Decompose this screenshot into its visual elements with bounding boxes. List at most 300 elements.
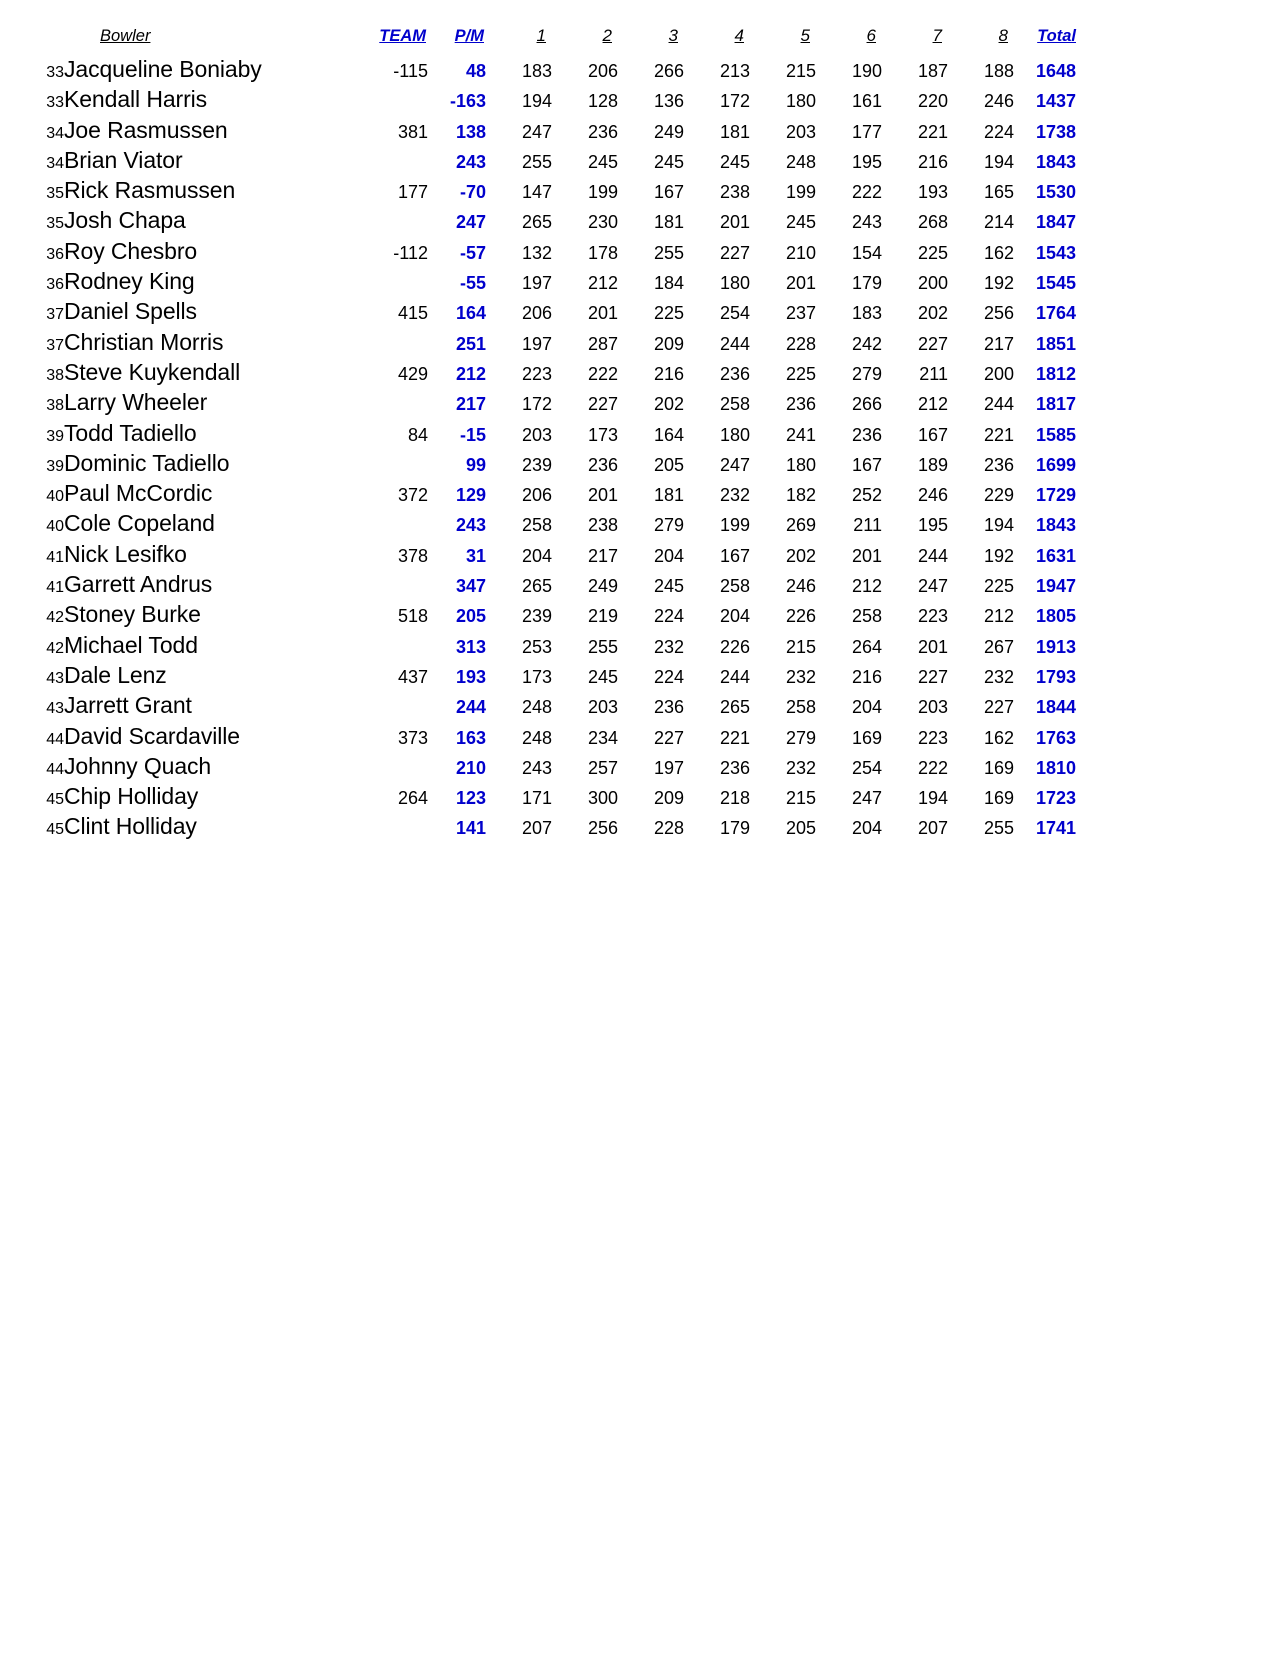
row-rank: 36	[46, 276, 64, 294]
row-plus-minus: 129	[455, 485, 486, 506]
row-bowler-name: David Scardaville	[64, 722, 240, 749]
row-total: 1585	[1035, 424, 1076, 445]
row-game-2: 255	[587, 636, 618, 657]
row-game-8: 227	[983, 697, 1014, 718]
table-row	[30, 207, 1076, 237]
row-bowler-name: Kendall Harris	[64, 86, 208, 113]
row-game-2: 217	[587, 545, 618, 566]
row-game-7: 201	[917, 636, 948, 657]
table-row	[30, 692, 1076, 722]
row-plus-minus: 138	[455, 121, 486, 142]
row-game-3: 164	[653, 424, 684, 445]
row-plus-minus: 163	[455, 727, 486, 748]
row-bowler-name: Stoney Burke	[64, 601, 201, 628]
row-total: 1764	[1035, 303, 1076, 324]
row-game-2: 234	[587, 727, 618, 748]
row-game-4: 181	[719, 121, 750, 142]
row-game-8: 244	[983, 394, 1014, 415]
row-game-2: 230	[587, 212, 618, 233]
row-game-1: 147	[521, 182, 552, 203]
table-row	[30, 329, 1076, 359]
row-bowler-name: Joe Rasmussen	[64, 116, 228, 143]
row-game-2: 245	[587, 151, 618, 172]
row-total: 1530	[1035, 182, 1076, 203]
row-team-score: 518	[397, 606, 428, 627]
row-game-6: 254	[851, 757, 882, 778]
row-game-8: 246	[983, 91, 1014, 112]
row-game-5: 232	[785, 757, 816, 778]
row-plus-minus: 212	[455, 363, 486, 384]
row-bowler-name: Brian Viator	[64, 146, 183, 173]
row-game-1: 255	[521, 151, 552, 172]
table-row	[30, 480, 1076, 510]
row-game-6: 258	[851, 606, 882, 627]
row-total: 1437	[1035, 91, 1076, 112]
row-game-6: 201	[851, 545, 882, 566]
row-game-7: 247	[917, 576, 948, 597]
row-team-score	[336, 813, 428, 843]
row-plus-minus: 217	[455, 394, 486, 415]
row-game-5: 269	[785, 515, 816, 536]
row-game-6: 266	[851, 394, 882, 415]
row-game-6: 167	[851, 454, 882, 475]
row-rank: 37	[46, 306, 64, 324]
row-rank: 39	[46, 457, 64, 475]
column-header-game-3: 3	[668, 26, 678, 45]
column-header-bowler: Bowler	[100, 27, 151, 45]
row-game-2: 206	[587, 61, 618, 81]
row-game-4: 265	[719, 697, 750, 718]
row-game-3: 181	[653, 485, 684, 506]
row-game-3: 245	[653, 576, 684, 597]
row-game-2: 199	[587, 182, 618, 203]
row-game-5: 180	[785, 91, 816, 112]
row-rank: 44	[46, 760, 64, 778]
row-game-3: 228	[653, 818, 684, 839]
row-team-score	[336, 389, 428, 419]
row-game-2: 173	[587, 424, 618, 445]
row-game-1: 197	[521, 273, 552, 294]
row-rank: 34	[46, 124, 64, 142]
row-game-7: 187	[917, 61, 948, 81]
row-game-5: 248	[785, 151, 816, 172]
row-game-5: 245	[785, 212, 816, 233]
row-game-3: 245	[653, 151, 684, 172]
row-game-5: 226	[785, 606, 816, 627]
row-game-8: 214	[983, 212, 1014, 233]
row-game-6: 236	[851, 424, 882, 445]
table-row	[30, 147, 1076, 177]
row-team-score: 264	[397, 788, 428, 809]
row-game-7: 223	[917, 727, 948, 748]
row-game-4: 247	[719, 454, 750, 475]
row-game-2: 128	[587, 91, 618, 112]
row-game-7: 246	[917, 485, 948, 506]
row-game-8: 192	[983, 273, 1014, 294]
row-game-6: 216	[851, 666, 882, 687]
row-game-1: 197	[521, 333, 552, 354]
row-game-2: 287	[587, 333, 618, 354]
row-game-5: 236	[785, 394, 816, 415]
row-bowler-name: Johnny Quach	[64, 752, 212, 779]
row-game-4: 244	[719, 666, 750, 687]
row-team-score: 437	[397, 666, 428, 687]
row-game-5: 205	[785, 818, 816, 839]
row-game-3: 232	[653, 636, 684, 657]
row-game-8: 162	[983, 727, 1014, 748]
row-game-3: 209	[653, 333, 684, 354]
row-plus-minus: 313	[455, 636, 486, 657]
table-row	[30, 389, 1076, 419]
row-game-4: 167	[719, 545, 750, 566]
row-game-5: 232	[785, 666, 816, 687]
row-game-6: 247	[851, 788, 882, 809]
row-rank: 43	[46, 669, 64, 687]
row-game-3: 279	[653, 515, 684, 536]
row-total: 1738	[1035, 121, 1076, 142]
row-game-1: 203	[521, 424, 552, 445]
row-game-5: 241	[785, 424, 816, 445]
row-bowler-name: Nick Lesifko	[64, 540, 187, 567]
row-game-3: 184	[653, 273, 684, 294]
row-bowler-name: Roy Chesbro	[64, 237, 198, 264]
row-game-1: 258	[521, 515, 552, 536]
row-game-3: 197	[653, 757, 684, 778]
row-team-score: 84	[407, 424, 428, 445]
row-plus-minus: 193	[455, 666, 486, 687]
row-game-3: 202	[653, 394, 684, 415]
row-total: 1913	[1035, 636, 1076, 657]
row-game-7: 207	[917, 818, 948, 839]
row-game-5: 180	[785, 454, 816, 475]
row-team-score: 378	[397, 545, 428, 566]
row-bowler-name: Daniel Spells	[64, 298, 197, 325]
row-plus-minus: 243	[455, 151, 486, 172]
row-game-8: 225	[983, 576, 1014, 597]
row-game-2: 212	[587, 273, 618, 294]
row-rank: 42	[46, 609, 64, 627]
row-game-3: 205	[653, 454, 684, 475]
row-game-3: 209	[653, 788, 684, 809]
row-team-score: -115	[393, 61, 428, 81]
column-header-game-1: 1	[536, 26, 546, 45]
row-plus-minus: 31	[465, 545, 486, 566]
row-game-6: 242	[851, 333, 882, 354]
column-header-game-6: 6	[866, 26, 876, 45]
row-game-4: 199	[719, 515, 750, 536]
row-rank: 45	[46, 821, 64, 839]
row-game-2: 238	[587, 515, 618, 536]
table-row	[30, 420, 1076, 450]
row-game-3: 204	[653, 545, 684, 566]
row-total: 1729	[1035, 485, 1076, 506]
row-game-7: 268	[917, 212, 948, 233]
row-plus-minus: -57	[459, 242, 486, 263]
row-total: 1843	[1035, 515, 1076, 536]
row-total: 1793	[1035, 666, 1076, 687]
row-game-1: 223	[521, 363, 552, 384]
row-game-8: 256	[983, 303, 1014, 324]
row-game-2: 257	[587, 757, 618, 778]
row-game-7: 193	[917, 182, 948, 203]
row-game-2: 236	[587, 121, 618, 142]
row-total: 1648	[1035, 61, 1076, 81]
row-total: 1847	[1035, 212, 1076, 233]
row-bowler-name: Rodney King	[64, 268, 195, 295]
row-game-5: 182	[785, 485, 816, 506]
row-game-7: 195	[917, 515, 948, 536]
row-total: 1631	[1035, 545, 1076, 566]
header-row	[30, 26, 1076, 56]
row-game-7: 227	[917, 666, 948, 687]
row-rank: 42	[46, 639, 64, 657]
row-game-4: 232	[719, 485, 750, 506]
row-plus-minus: 123	[455, 788, 486, 809]
row-total: 1810	[1035, 757, 1076, 778]
row-bowler-name: Garrett Andrus	[64, 571, 213, 598]
row-bowler-name: Steve Kuykendall	[64, 358, 241, 385]
row-bowler-name: Josh Chapa	[64, 207, 186, 234]
column-header-game-5: 5	[800, 26, 810, 45]
row-game-4: 179	[719, 818, 750, 839]
row-team-score	[336, 692, 428, 722]
row-plus-minus: 164	[455, 303, 486, 324]
row-game-3: 227	[653, 727, 684, 748]
row-game-8: 188	[983, 61, 1014, 81]
row-game-7: 212	[917, 394, 948, 415]
row-game-3: 225	[653, 303, 684, 324]
row-team-score	[336, 147, 428, 177]
table-row	[30, 268, 1076, 298]
row-bowler-name: Jacqueline Boniaby	[64, 56, 262, 82]
row-game-2: 219	[587, 606, 618, 627]
row-bowler-name: Paul McCordic	[64, 480, 213, 507]
row-game-1: 265	[521, 212, 552, 233]
row-plus-minus: -55	[459, 273, 486, 294]
table-row	[30, 510, 1076, 540]
row-game-1: 171	[521, 788, 552, 809]
row-rank: 41	[46, 548, 64, 566]
row-game-8: 217	[983, 333, 1014, 354]
row-game-8: 169	[983, 788, 1014, 809]
row-game-1: 265	[521, 576, 552, 597]
row-game-1: 206	[521, 303, 552, 324]
row-total: 1851	[1035, 333, 1076, 354]
row-game-7: 221	[917, 121, 948, 142]
row-game-1: 247	[521, 121, 552, 142]
column-header-game-2: 2	[602, 26, 612, 45]
row-team-score	[336, 207, 428, 237]
row-plus-minus: 243	[455, 515, 486, 536]
row-game-7: 222	[917, 757, 948, 778]
row-game-8: 236	[983, 454, 1014, 475]
row-bowler-name: Larry Wheeler	[64, 389, 208, 416]
row-game-2: 203	[587, 697, 618, 718]
row-total: 1723	[1035, 788, 1076, 809]
row-game-2: 236	[587, 454, 618, 475]
row-game-4: 236	[719, 363, 750, 384]
row-game-7: 202	[917, 303, 948, 324]
row-game-6: 190	[851, 61, 882, 81]
table-row	[30, 450, 1076, 480]
row-game-8: 192	[983, 545, 1014, 566]
row-game-4: 245	[719, 151, 750, 172]
row-plus-minus: 48	[465, 61, 486, 81]
row-game-8: 232	[983, 666, 1014, 687]
row-game-3: 224	[653, 606, 684, 627]
row-game-4: 201	[719, 212, 750, 233]
row-game-3: 216	[653, 363, 684, 384]
row-team-score	[336, 329, 428, 359]
row-game-6: 179	[851, 273, 882, 294]
row-rank: 44	[46, 730, 64, 748]
table-row	[30, 753, 1076, 783]
row-game-7: 211	[919, 363, 948, 384]
row-game-1: 194	[521, 91, 552, 112]
row-game-3: 181	[653, 212, 684, 233]
row-total: 1763	[1035, 727, 1076, 748]
row-plus-minus: -70	[459, 182, 486, 203]
row-game-8: 255	[983, 818, 1014, 839]
row-team-score	[336, 86, 428, 116]
row-rank: 40	[46, 488, 64, 506]
row-game-7: 200	[917, 273, 948, 294]
row-game-6: 183	[851, 303, 882, 324]
row-bowler-name: Dale Lenz	[64, 661, 167, 688]
row-rank: 37	[46, 336, 64, 354]
column-header-game-7: 7	[932, 26, 942, 45]
row-game-8: 229	[983, 485, 1014, 506]
row-game-8: 165	[983, 182, 1014, 203]
row-game-2: 300	[587, 788, 618, 809]
row-plus-minus: -163	[449, 91, 486, 112]
row-game-4: 227	[719, 242, 750, 263]
row-game-3: 255	[653, 242, 684, 263]
row-rank: 38	[46, 397, 64, 415]
row-bowler-name: Clint Holliday	[64, 813, 197, 840]
row-team-score	[336, 571, 428, 601]
row-game-8: 212	[983, 606, 1014, 627]
table-body	[30, 56, 1076, 844]
row-game-6: 204	[851, 818, 882, 839]
row-game-5: 210	[785, 242, 816, 263]
bowler-scores-table	[30, 26, 1076, 844]
row-bowler-name: Rick Rasmussen	[64, 177, 236, 204]
row-game-2: 249	[587, 576, 618, 597]
row-game-1: 204	[521, 545, 552, 566]
row-game-4: 236	[719, 757, 750, 778]
table-row	[30, 238, 1076, 268]
row-game-8: 169	[983, 757, 1014, 778]
row-rank: 38	[46, 366, 64, 384]
row-game-4: 226	[719, 636, 750, 657]
table-row	[30, 632, 1076, 662]
row-bowler-name: Todd Tadiello	[64, 419, 197, 446]
row-plus-minus: 244	[455, 697, 486, 718]
row-game-5: 215	[785, 61, 816, 81]
row-game-8: 267	[983, 636, 1014, 657]
table-row	[30, 662, 1076, 692]
row-game-2: 222	[587, 363, 618, 384]
row-game-2: 178	[587, 242, 618, 263]
row-game-4: 180	[719, 273, 750, 294]
row-game-1: 207	[521, 818, 552, 839]
row-game-5: 237	[785, 303, 816, 324]
row-game-8: 224	[983, 121, 1014, 142]
row-game-4: 258	[719, 394, 750, 415]
table-row	[30, 177, 1076, 207]
row-bowler-name: Cole Copeland	[64, 510, 215, 537]
row-game-8: 194	[983, 515, 1014, 536]
column-header-team: TEAM	[379, 27, 426, 45]
row-plus-minus: -15	[459, 424, 486, 445]
row-game-7: 194	[917, 788, 948, 809]
row-rank: 39	[46, 427, 64, 445]
row-team-score: 415	[397, 303, 428, 324]
row-game-7: 216	[917, 151, 948, 172]
table-row	[30, 56, 1076, 86]
table-row	[30, 723, 1076, 753]
row-game-1: 132	[521, 242, 552, 263]
column-header-rank	[30, 26, 64, 56]
row-team-score	[336, 753, 428, 783]
row-team-score	[336, 510, 428, 540]
row-game-7: 220	[917, 91, 948, 112]
row-rank: 36	[46, 245, 64, 263]
row-game-6: 169	[851, 727, 882, 748]
row-game-3: 249	[653, 121, 684, 142]
row-game-5: 199	[785, 182, 816, 203]
row-game-5: 258	[785, 697, 816, 718]
row-game-5: 279	[785, 727, 816, 748]
row-rank: 45	[46, 791, 64, 809]
row-bowler-name: Jarrett Grant	[64, 692, 192, 719]
row-rank: 33	[46, 64, 64, 81]
row-game-2: 201	[587, 485, 618, 506]
row-game-4: 218	[719, 788, 750, 809]
row-rank: 41	[46, 579, 64, 597]
table-row	[30, 541, 1076, 571]
row-game-8: 221	[983, 424, 1014, 445]
row-total: 1947	[1035, 576, 1076, 597]
row-total: 1543	[1035, 242, 1076, 263]
row-plus-minus: 347	[455, 576, 486, 597]
row-game-4: 238	[719, 182, 750, 203]
row-plus-minus: 210	[455, 757, 486, 778]
row-game-6: 243	[851, 212, 882, 233]
row-game-3: 236	[653, 697, 684, 718]
row-game-7: 223	[917, 606, 948, 627]
row-total: 1699	[1035, 454, 1076, 475]
row-game-1: 239	[521, 454, 552, 475]
row-game-5: 225	[785, 363, 816, 384]
row-bowler-name: Michael Todd	[64, 631, 198, 658]
row-total: 1843	[1035, 151, 1076, 172]
row-game-1: 172	[521, 394, 552, 415]
row-game-3: 224	[653, 666, 684, 687]
row-game-4: 258	[719, 576, 750, 597]
row-game-8: 194	[983, 151, 1014, 172]
row-game-3: 136	[653, 91, 684, 112]
row-total: 1805	[1035, 606, 1076, 627]
row-game-4: 244	[719, 333, 750, 354]
row-game-1: 253	[521, 636, 552, 657]
row-game-6: 195	[851, 151, 882, 172]
row-team-score: 373	[397, 727, 428, 748]
column-header-total: Total	[1037, 27, 1076, 45]
row-plus-minus: 141	[455, 818, 486, 839]
row-game-5: 203	[785, 121, 816, 142]
